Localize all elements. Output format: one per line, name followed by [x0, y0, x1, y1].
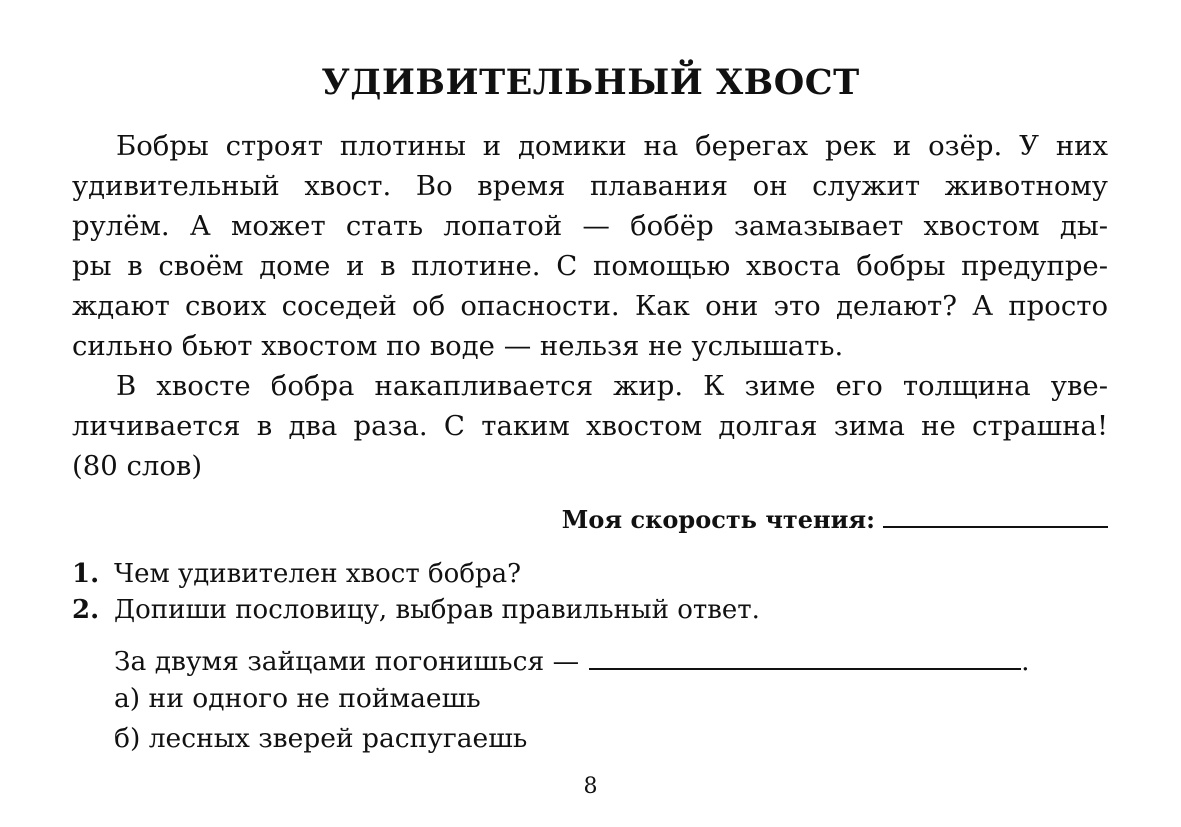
proverb-start: За двумя зайцами погонишься — [114, 646, 580, 677]
page-title: УДИВИТЕЛЬНЫЙ ХВОСТ [321, 62, 860, 103]
question-2 [72, 591, 760, 629]
question-1 [72, 555, 521, 593]
question-number: 2. [72, 595, 100, 625]
reading-speed-blank[interactable] [883, 500, 1108, 528]
word-count: (80 слов) [72, 450, 203, 482]
text-line-7: В хвосте бобра накапливается жир. К зиме его толщина уве- [116, 370, 1108, 402]
text-line-8: личивается в два раза. С таким хвостом долгая зима не страшна! [72, 410, 1108, 442]
question-number: 1. [72, 559, 100, 589]
text-line-6: сильно бьют хвостом по воде — нельзя не услышать. [72, 330, 844, 362]
text-line-5: ждают своих соседей об опасности. Как они это делают? А просто [72, 290, 1108, 322]
text-line-1: Бобры строят плотины и домики на берегах рек и озёр. У них [116, 130, 1108, 162]
text-line-4: ры в своём доме и в плотине. С помощью хвоста бобры предупре- [72, 250, 1108, 282]
text-line-2: удивительный хвост. Во время плавания он служит животному [72, 170, 1108, 202]
option-a: а) ни одного не поймаешь [114, 683, 481, 714]
option-b: б) лесных зверей распугаешь [114, 723, 528, 754]
proverb-line [114, 640, 1030, 682]
reading-speed-row [562, 500, 1108, 538]
proverb-end: . [1021, 646, 1030, 677]
question-text: Чем удивителен хвост бобра? [114, 559, 522, 589]
text-line-3: рулём. А может стать лопатой — бобёр замазывает хвостом ды- [72, 210, 1108, 242]
question-text: Допиши пословицу, выбрав правильный ответ. [114, 595, 760, 625]
reading-speed-label: Моя скорость чтения: [561, 505, 875, 534]
page-number: 8 [583, 774, 598, 799]
proverb-answer-blank[interactable] [589, 640, 1021, 670]
